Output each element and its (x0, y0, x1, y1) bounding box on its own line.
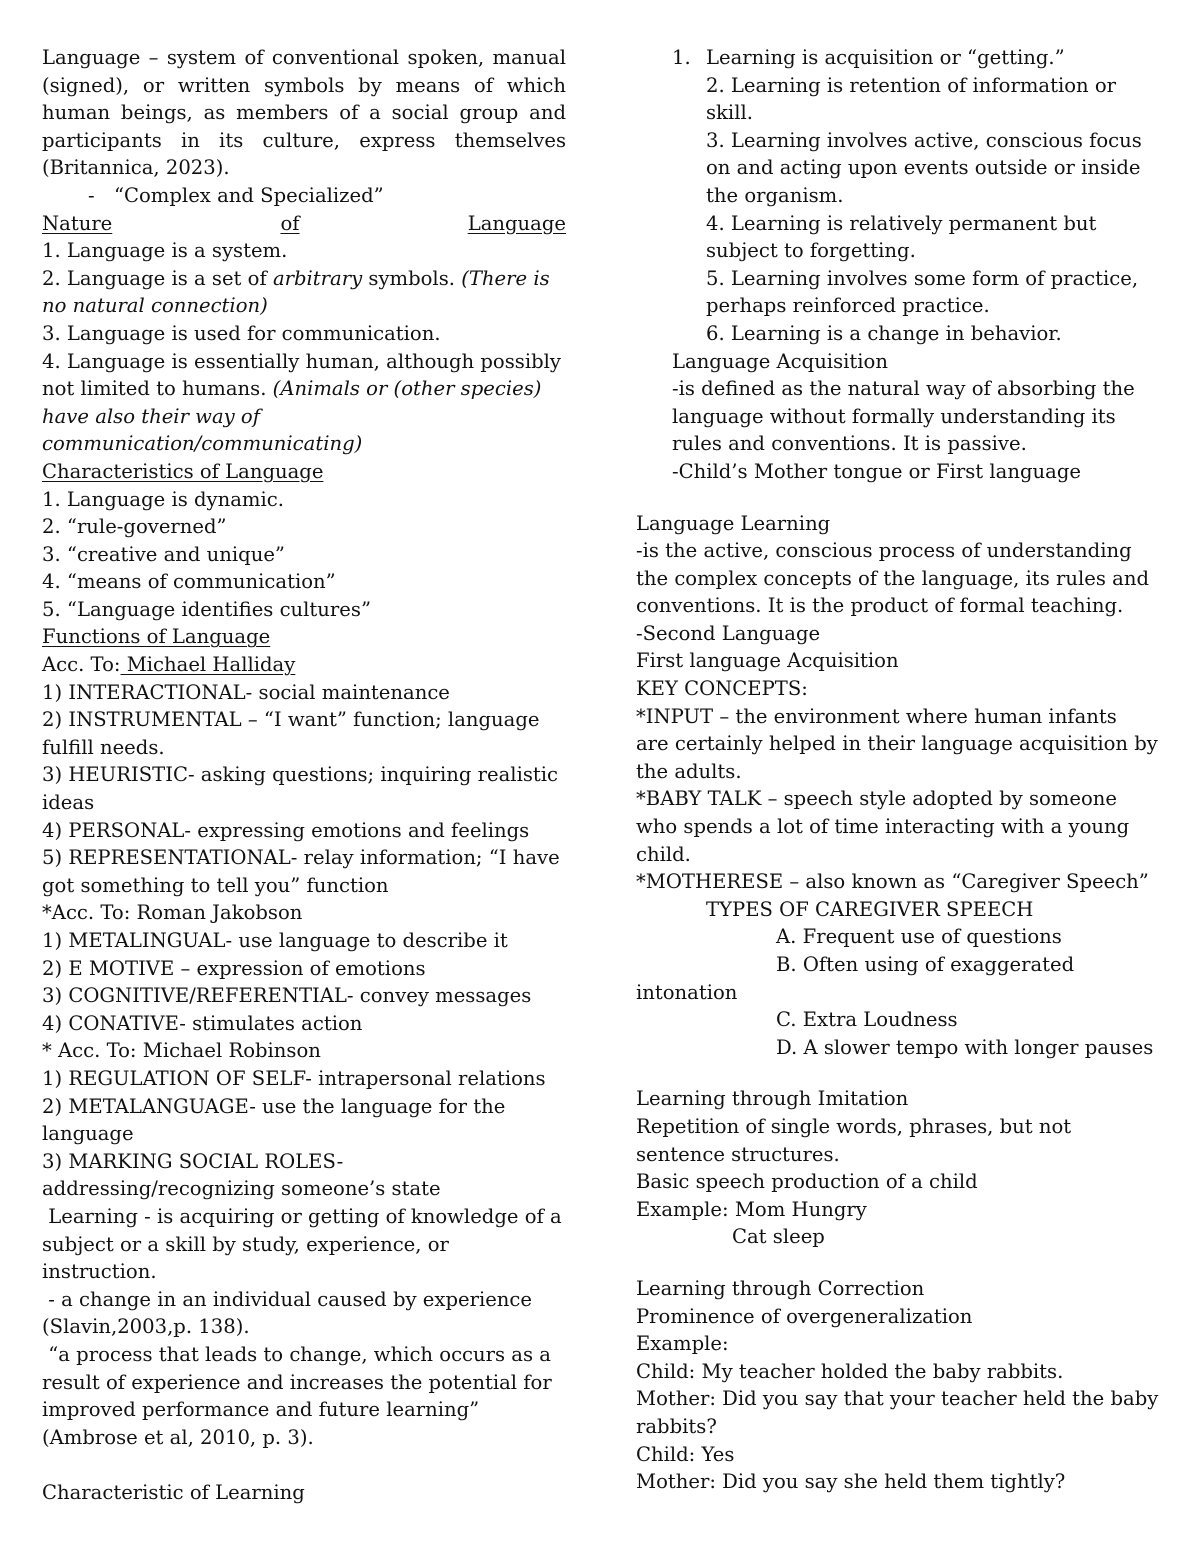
learning-characteristic-item: skill. (706, 101, 753, 125)
robinson-item: addressing/recognizing someone’s state (42, 1177, 441, 1201)
halliday-item: 1) INTERACTIONAL- social maintenance (42, 680, 450, 704)
halliday-item: 4) PERSONAL- expressing emotions and feelings (42, 818, 530, 842)
learning-characteristic-item: 2. Learning is retention of information or (706, 73, 1117, 97)
learning-characteristic-item: 5. Learning involves some form of practice, (706, 266, 1139, 290)
learning-line: (Slavin,2003,p. 138). (42, 1315, 250, 1339)
imitation-line: Basic speech production of a child (636, 1170, 978, 1194)
language-learning-line: -is the active, conscious process of understanding (636, 539, 1132, 563)
correction-line: Prominence of overgeneralization (636, 1304, 973, 1328)
learning-characteristic-item (636, 44, 1166, 72)
characteristic-item: 3. “creative and unique” (42, 542, 285, 566)
key-concept-line: *MOTHERESE – also known as “Caregiver Speech” (636, 870, 1149, 894)
spacer (636, 486, 1166, 510)
learning-characteristic-item: 6. Learning is a change in behavior. (706, 321, 1062, 345)
intro-line: (signed), or written symbols by means of which (42, 73, 566, 97)
jakobson-item: 1) METALINGUAL- use language to describe it (42, 929, 508, 952)
nature-italic: have also their way of (42, 404, 260, 428)
language-learning-heading: Language Learning (636, 511, 831, 535)
learning-characteristic-text: Learning is acquisition or “getting.” (706, 46, 1065, 69)
spacer (42, 1451, 566, 1479)
complex-text: “Complex and Specialized” (114, 183, 384, 207)
intro-line: Language – system of conventional spoken, manual (42, 46, 566, 69)
learning-line: subject or a skill by study, experience, or (42, 1232, 449, 1256)
learning-line: - a change in an individual caused by experience (42, 1287, 532, 1311)
intro-line: human beings, as members of a social group and (42, 101, 566, 125)
nature-italic: no natural connection) (42, 294, 268, 318)
learning-line: instruction. (42, 1260, 157, 1284)
imitation-line: sentence structures. (636, 1142, 840, 1166)
functions-heading: Functions of Language (42, 625, 271, 649)
robinson-item: * Acc. To: Michael Robinson (42, 1039, 321, 1063)
correction-line: Mother: Did you say that your teacher held the baby (636, 1387, 1159, 1411)
characteristics-heading: Characteristics of Language (42, 459, 324, 483)
characteristic-item: 4. “means of communication” (42, 570, 336, 594)
jakobson-item: *Acc. To: Roman Jakobson (42, 901, 303, 925)
nature-heading-word: Language (467, 211, 566, 235)
characteristic-of-learning-heading: Characteristic of Learning (42, 1480, 305, 1504)
correction-heading: Learning through Correction (636, 1276, 925, 1300)
key-concept-line: are certainly helped in their language acquisition by (636, 732, 1158, 756)
nature-italic: arbitrary (272, 266, 363, 290)
type-item: B. Often using of exaggerated (776, 953, 1075, 976)
correction-line: Mother: Did you say she held them tightly? (636, 1470, 1066, 1494)
nature-item (42, 292, 566, 320)
learning-line: improved performance and future learning” (42, 1398, 480, 1422)
learning-line: (Ambrose et al, 2010, p. 3). (42, 1425, 314, 1449)
key-concept-line: *INPUT – the environment where human infants (636, 704, 1117, 728)
robinson-item: 3) MARKING SOCIAL ROLES- (42, 1149, 344, 1173)
nature-italic: (There is (461, 266, 550, 290)
nature-item: 1. Language is a system. (42, 239, 288, 263)
learning-line: Learning - is acquiring or getting of knowledge of a (42, 1204, 562, 1228)
characteristic-item: 5. “Language identifies cultures” (42, 597, 371, 621)
key-concept-line: child. (636, 842, 691, 866)
learning-characteristic-item: 3. Learning involves active, conscious focus (706, 128, 1142, 152)
acquisition-line: -Child’s Mother tongue or First language (672, 459, 1081, 483)
characteristic-item: 1. Language is dynamic. (42, 487, 284, 511)
robinson-item: 2) METALANGUAGE- use the language for the (42, 1094, 506, 1118)
nature-text: not limited to humans. (42, 377, 273, 401)
correction-line: rabbits? (636, 1414, 717, 1438)
nature-italic: communication/communicating) (42, 432, 363, 456)
correction-line: Child: Yes (636, 1442, 735, 1466)
jakobson-item: 3) COGNITIVE/REFERENTIAL- convey messages (42, 984, 532, 1008)
learning-characteristic-item: subject to forgetting. (706, 239, 916, 263)
right-column (636, 44, 1166, 1496)
learning-characteristic-item: on and acting upon events outside or inside (706, 156, 1141, 180)
nature-italic: (Animals or (other species) (272, 377, 542, 401)
imitation-line: Repetition of single words, phrases, but not (636, 1114, 1072, 1138)
acquisition-line: language without formally understanding its (672, 404, 1116, 428)
nature-text: 2. Language is a set of (42, 266, 273, 290)
acquisition-line: -is defined as the natural way of absorbing the (672, 377, 1135, 401)
key-concept-line: who spends a lot of time interacting with a young (636, 815, 1130, 839)
nature-item (42, 430, 566, 458)
halliday-item: fulfill needs. (42, 735, 165, 759)
nature-item: 3. Language is used for communication. (42, 321, 441, 345)
acquisition-heading: Language Acquisition (672, 349, 888, 373)
robinson-item: language (42, 1122, 134, 1146)
nature-item: 4. Language is essentially human, although possibly (42, 349, 561, 373)
learning-characteristic-item: the organism. (706, 183, 844, 207)
learning-characteristic-item: 4. Learning is relatively permanent but (706, 211, 1097, 235)
learning-characteristic-item: perhaps reinforced practice. (706, 294, 990, 318)
halliday-item: ideas (42, 791, 95, 815)
left-column (42, 44, 566, 1506)
nature-heading-word: of (280, 211, 300, 235)
key-concept-line: the adults. (636, 759, 742, 783)
key-concepts-heading: KEY CONCEPTS: (636, 677, 808, 701)
halliday-name: Michael Halliday (120, 653, 296, 677)
nature-text: symbols. (362, 266, 462, 290)
language-learning-line: First language Acquisition (636, 649, 899, 673)
type-item: A. Frequent use of questions (776, 925, 1062, 949)
spacer (636, 1251, 1166, 1275)
halliday-item: 2) INSTRUMENTAL – “I want” function; language (42, 708, 540, 732)
language-learning-line: -Second Language (636, 621, 821, 645)
type-item: C. Extra Loudness (776, 1008, 958, 1032)
list-number: 1. (672, 46, 691, 69)
language-learning-line: the complex concepts of the language, its rules and (636, 566, 1150, 590)
type-item-continued: intonation (636, 980, 738, 1004)
complex-bullet (42, 182, 566, 210)
nature-item (42, 265, 566, 293)
jakobson-item: 2) E MOTIVE – expression of emotions (42, 956, 426, 980)
intro-line: participants in its culture, express themselves (42, 128, 566, 152)
spacer (636, 1061, 1166, 1085)
jakobson-item: 4) CONATIVE- stimulates action (42, 1011, 363, 1035)
nature-item (42, 375, 566, 403)
halliday-item: 5) REPRESENTATIONAL- relay information; “I have (42, 846, 560, 870)
imitation-example: Cat sleep (732, 1225, 825, 1249)
halliday-heading (42, 651, 566, 679)
learning-line: “a process that leads to change, which occurs as a (42, 1342, 551, 1366)
acc-to-label: Acc. To: (42, 653, 121, 677)
halliday-item: 3) HEURISTIC- asking questions; inquiring realistic (42, 763, 559, 787)
halliday-item: got something to tell you” function (42, 873, 389, 897)
nature-heading (42, 210, 566, 238)
imitation-line: Example: Mom Hungry (636, 1197, 867, 1221)
language-learning-line: conventions. It is the product of formal teaching. (636, 594, 1124, 618)
imitation-heading: Learning through Imitation (636, 1087, 909, 1111)
correction-line: Child: My teacher holded the baby rabbits. (636, 1359, 1064, 1383)
acquisition-line: rules and conventions. It is passive. (672, 432, 1027, 456)
learning-line: result of experience and increases the potential for (42, 1370, 552, 1394)
correction-line: Example: (636, 1332, 729, 1356)
nature-heading-word: Nature (42, 211, 113, 235)
nature-item (42, 403, 566, 431)
characteristic-item: 2. “rule-governed” (42, 515, 227, 539)
intro-line: (Britannica, 2023). (42, 156, 230, 180)
types-heading: TYPES OF CAREGIVER SPEECH (706, 897, 1034, 921)
type-item: D. A slower tempo with longer pauses (776, 1035, 1154, 1059)
robinson-item: 1) REGULATION OF SELF- intrapersonal relations (42, 1066, 546, 1090)
key-concept-line: *BABY TALK – speech style adopted by someone (636, 787, 1117, 811)
dash-bullet: - (88, 183, 95, 207)
